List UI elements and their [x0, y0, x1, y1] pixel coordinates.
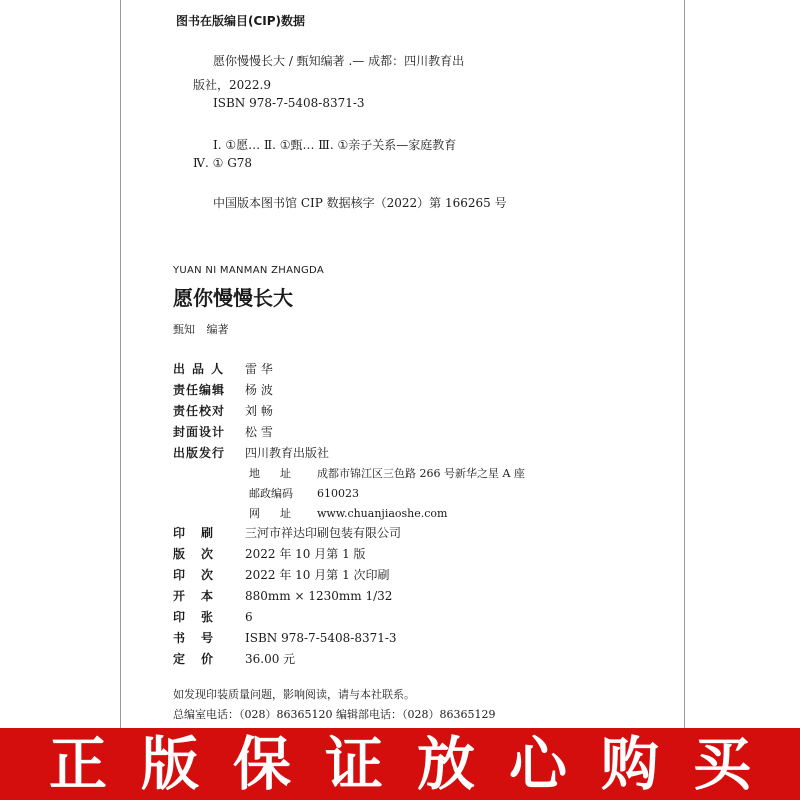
- book-title: 愿你慢慢长大: [173, 286, 293, 310]
- credit-value: 雷 华: [245, 362, 273, 376]
- spec-value: 2022 年 10 月第 1 次印刷: [245, 568, 390, 582]
- spec-row: [173, 608, 253, 625]
- spec-value: ISBN 978-7-5408-8371-3: [245, 631, 397, 645]
- cip-line-1: 愿你慢慢长大 / 甄知编著 .— 成都：四川教育出: [213, 54, 465, 68]
- spec-row: [173, 587, 392, 604]
- spec-value: 2022 年 10 月第 1 版: [245, 547, 366, 561]
- credit-row: [173, 381, 273, 398]
- publisher-info-row: [249, 465, 525, 481]
- spec-value: 880mm × 1230mm 1/32: [245, 589, 393, 603]
- book-author: 甄知 编著: [173, 323, 229, 336]
- credit-value: 四川教育出版社: [245, 446, 330, 460]
- credit-row: [173, 423, 273, 440]
- spec-label: 书号: [173, 631, 230, 645]
- cip-classification-1: Ⅰ. ①愿… Ⅱ. ①甄… Ⅲ. ①亲子关系—家庭教育: [213, 138, 457, 152]
- contact-phones: 总编室电话：（028）86365120 编辑部电话：（028）86365129: [173, 708, 496, 721]
- spec-label: 版次: [173, 547, 230, 561]
- spec-row: [173, 524, 401, 541]
- spec-value: 三河市祥达印刷包装有限公司: [245, 526, 402, 540]
- credit-value: 刘 畅: [245, 404, 273, 418]
- credit-row: [173, 360, 273, 377]
- credit-label: 责任编辑: [173, 383, 226, 397]
- publisher-info-row: [249, 485, 359, 501]
- spec-label: 开本: [173, 589, 230, 603]
- spec-row: [173, 650, 295, 667]
- credit-label: 出版发行: [173, 446, 226, 460]
- spec-row: [173, 545, 366, 562]
- publisher-info-label: 网址: [249, 507, 311, 520]
- publisher-info-label: 地址: [249, 467, 311, 480]
- publisher-address: 成都市锦江区三色路 266 号新华之星 A 座: [317, 467, 525, 480]
- cip-line-2: 版社，2022.9: [193, 78, 271, 92]
- spec-value: 6: [245, 610, 253, 624]
- credit-label: 出品人: [173, 362, 231, 376]
- spec-label: 印刷: [173, 526, 230, 540]
- publisher-postcode: 610023: [317, 487, 359, 500]
- credit-label: 封面设计: [173, 425, 226, 439]
- cip-classification-2: Ⅳ. ① G78: [193, 156, 253, 170]
- spec-row: [173, 629, 397, 646]
- spec-label: 印张: [173, 610, 230, 624]
- credit-label: 责任校对: [173, 404, 226, 418]
- copyright-page: [120, 0, 685, 728]
- credit-value: 杨 波: [245, 383, 273, 397]
- spec-label: 印次: [173, 568, 230, 582]
- credit-row: [173, 444, 329, 461]
- cip-isbn: ISBN 978-7-5408-8371-3: [213, 96, 365, 110]
- english-title: YUAN NI MANMAN ZHANGDA: [173, 265, 325, 276]
- cip-record-number: 中国版本图书馆 CIP 数据核字（2022）第 166265 号: [213, 196, 507, 210]
- publisher-info-row: [249, 505, 447, 521]
- publisher-info-label: 邮政编码: [249, 487, 293, 500]
- banner-text: 正版保证放心购买: [48, 730, 785, 798]
- authentic-guarantee-banner: [0, 728, 800, 800]
- spec-label: 定价: [173, 652, 230, 666]
- quality-notice: 如发现印装质量问题，影响阅读，请与本社联系。: [173, 688, 415, 701]
- credit-row: [173, 402, 273, 419]
- credit-value: 松 雪: [245, 425, 273, 439]
- cip-heading: 图书在版编目(CIP)数据: [176, 14, 306, 28]
- spec-value: 36.00 元: [245, 652, 296, 666]
- spec-row: [173, 566, 390, 583]
- publisher-website: www.chuanjiaoshe.com: [317, 507, 448, 520]
